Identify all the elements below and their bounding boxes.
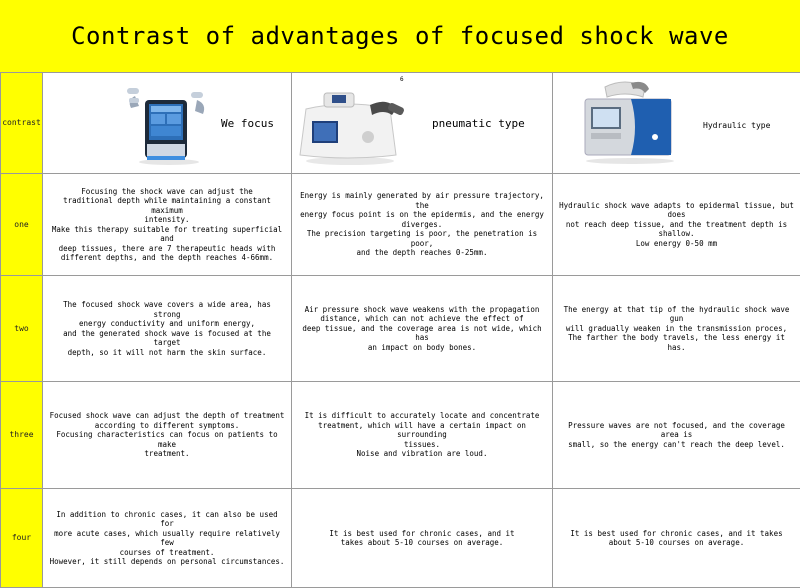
cell-text: The focused shock wave covers a wide area, has strong energy conductivity and uniform energy, and the generated shock wave is focused at the target depth, so it will not harm the skin surface. <box>49 300 285 357</box>
cell-text: Pressure waves are not focused, and the coverage area is small, so the energy can't reach the deep level. <box>559 421 794 450</box>
table-cell <box>292 276 553 382</box>
pneumatic-shock-wave-device-image <box>298 81 408 167</box>
cell-text: In addition to chronic cases, it can also be used for more acute cases, which usually require relatively few courses of treatment. However, it still depends on personal circumstances. <box>49 510 285 567</box>
focused-shock-wave-device-image <box>121 78 221 168</box>
header-mark: 6 <box>400 75 404 85</box>
table-cell <box>553 276 800 382</box>
table-row <box>1 382 800 489</box>
header-cell-hydraulic <box>553 73 800 174</box>
cell-text: Hydraulic shock wave adapts to epidermal tissue, but does not reach deep tissue, and the treatment depth is shallow. Low energy 0-50 mm <box>559 201 794 249</box>
cell-text: Focused shock wave can adjust the depth of treatment according to different symptoms. Focusing characteristics can focus on patients to make treatment. <box>49 411 285 459</box>
row-label: four <box>1 489 43 588</box>
table-cell <box>292 382 553 489</box>
table-cell <box>43 382 292 489</box>
table-cell <box>553 382 800 489</box>
row-label: two <box>1 276 43 382</box>
row-label: contrast <box>1 73 43 174</box>
table-cell <box>43 489 292 588</box>
header-label-pneumatic: pneumatic type <box>432 119 525 129</box>
hydraulic-shock-wave-device-image <box>575 77 685 167</box>
header-label-focus: We focus <box>221 119 274 129</box>
cell-text: Air pressure shock wave weakens with the propagation distance, which can not achieve the effect of deep tissue, and the coverage area is not wide, which has an impact on body bones. <box>298 305 546 353</box>
cell-text: It is best used for chronic cases, and it takes about 5-10 courses on average. <box>559 529 794 548</box>
table-cell <box>43 174 292 276</box>
page-title: Contrast of advantages of focused shock wave <box>71 22 729 50</box>
title-bar <box>0 0 800 73</box>
header-label-hydraulic: Hydraulic type <box>703 121 770 131</box>
cell-text: Focusing the shock wave can adjust the traditional depth while maintaining a constant maximum intensity. Make this therapy suitable for treating superficial and deep tissues, there are 7 therapeutic heads with different depths, and the depth reaches 4-66mm. <box>49 187 285 263</box>
cell-text: The energy at that tip of the hydraulic shock wave gun will gradually weaken in the transmission proces, The farther the body travels, the less energy it has. <box>559 305 794 353</box>
table-cell <box>553 174 800 276</box>
header-row <box>1 73 800 174</box>
comparison-table <box>0 72 800 588</box>
cell-text: It is best used for chronic cases, and it takes about 5-10 courses on average. <box>298 529 546 548</box>
row-label: three <box>1 382 43 489</box>
table-row <box>1 174 800 276</box>
table-cell <box>292 174 553 276</box>
row-label: one <box>1 174 43 276</box>
header-cell-focus <box>43 73 292 174</box>
cell-text: It is difficult to accurately locate and concentrate treatment, which will have a certain impact on surrounding tissues. Noise and vibration are loud. <box>298 411 546 459</box>
table-row <box>1 489 800 588</box>
cell-text: Energy is mainly generated by air pressure trajectory, the energy focus point is on the epidermis, and the energy diverges. The precision targeting is poor, the penetration is poor, and the depth reaches 0-25mm. <box>298 191 546 258</box>
table-row <box>1 276 800 382</box>
table-cell <box>292 489 553 588</box>
table-cell <box>553 489 800 588</box>
table-cell <box>43 276 292 382</box>
header-cell-pneumatic <box>292 73 553 174</box>
